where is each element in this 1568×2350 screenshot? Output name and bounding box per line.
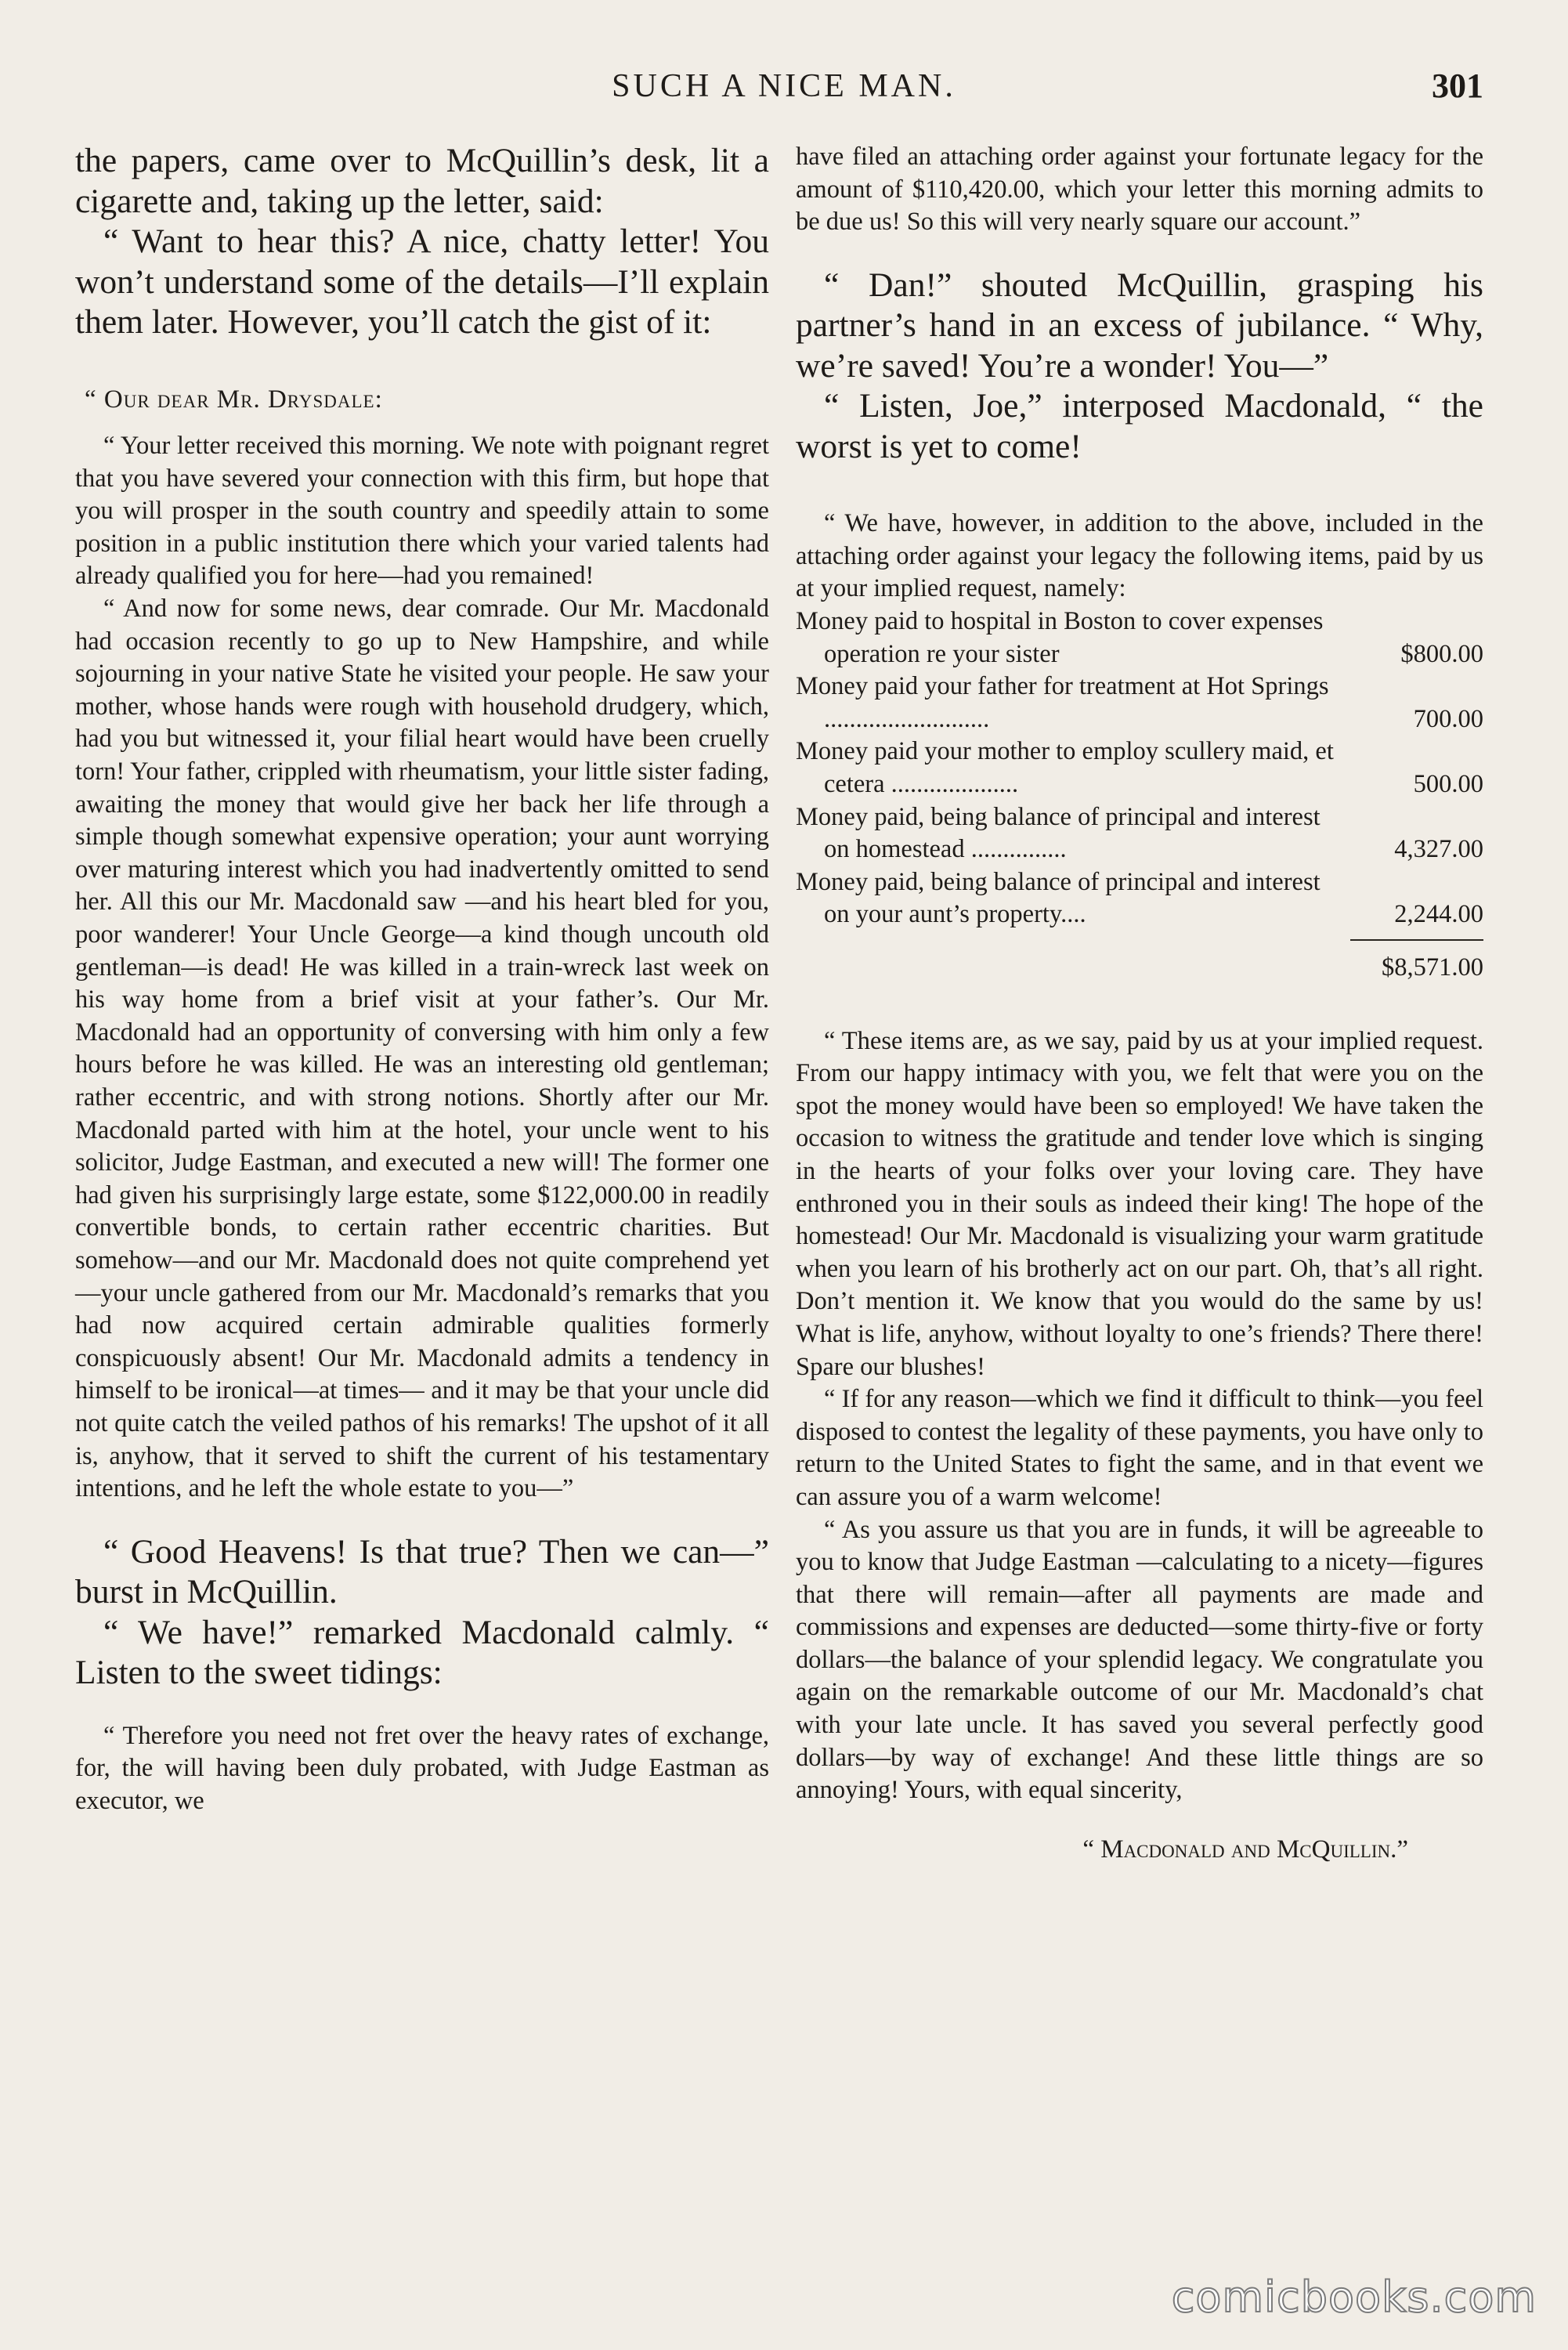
item-description: Money paid, being balance of principal and interest on homestead ............... xyxy=(796,802,1321,864)
list-item xyxy=(796,801,1483,866)
running-title: SUCH A NICE MAN. xyxy=(612,68,956,104)
letter-paragraph: “ And now for some news, dear comrade. Our Mr. Macdonald had occasion recently to go up to New Hampshire, and while sojourning in your native State he visited your people. He saw your mother, whose hands were rough with household drudgery, which, had you but witnessed it, your filial heart would have been cruelly torn! Your father, crippled with rheumatism, your little sister fading, awaiting the money that would give her back her life through a simple though somewhat expensive operation; your aunt worrying over maturing interest which you had inadvertently omitted to send her. All this our Mr. Macdonald saw —and his heart bled for you, poor wanderer! Your Uncle George—a kind though uncouth old gentleman—is dead! He was killed in a train-wreck last week on his way home from a brief visit at your father’s. Our Mr. Macdonald had an opportunity of conversing with him only a few hours before he was killed. He was an interesting old gentleman; rather eccentric, and with strong notions. Shortly after our Mr. Macdonald parted with him at the hotel, your uncle went to his solicitor, Judge Eastman, and executed a new will! The former one had given his surprisingly large estate, some $122,000.00 in readily convertible bonds, to certain rather eccentric charities. But somehow—and our Mr. Macdonald does not quite comprehend yet—your uncle gathered from our Mr. Macdonald’s remarks that you had now acquired certain admirable qualities formerly conspicuously absent! Our Mr. Macdonald admits a tendency in himself to be ironical—at times— and it may be that your uncle did not quite catch the veiled pathos of his remarks! The upshot of it all is, anyhow, that it served to shift the current of his testamentary intentions, and he left the whole estate to you—” xyxy=(75,595,769,1503)
letter-paragraph: “ Therefore you need not fret over the heavy rates of exchange, for, the will having been duly probated, with Judge Eastman as executor, we xyxy=(75,1721,769,1815)
page-header xyxy=(0,67,1568,114)
letter-signature: “ Macdonald and McQuillin.” xyxy=(1082,1835,1408,1864)
letter-paragraph: “ These items are, as we say, paid by us at your implied request. From our happy intimacy with you, we felt that were you on the spot the money would have been so employed! We have taken the occasion to witness the gratitude and tender love which is singing in the hearts of your folks over your loving care. They have enthroned you in their souls as indeed their king! The hope of the homestead! Our Mr. Macdonald is visualizing your warm gratitude when you learn of his brotherly act on our part. Oh, that’s all right. Don’t mention it. We know that you would do the same by us! What is life, anyhow, without loyalty to one’s friends? There there! Spare our blushes! xyxy=(796,1026,1483,1381)
page-number: 301 xyxy=(1432,67,1483,105)
narrative-paragraph: the papers, came over to McQuillin’s desk, lit a cigarette and, taking up the letter, said: xyxy=(75,142,769,220)
item-amount: 700.00 xyxy=(1413,704,1483,733)
item-amount: 500.00 xyxy=(1413,770,1483,799)
right-column xyxy=(796,141,1483,1866)
narrative-paragraph: “ Want to hear this? A nice, chatty letter! You won’t understand some of the details—I’ll explain them later. However, you’ll catch the gist of it: xyxy=(75,222,769,341)
item-description: Money paid to hospital in Boston to cover expenses operation re your sister xyxy=(796,607,1324,668)
letter-paragraph: “ Your letter received this morning. We note with poignant regret that you have severed your connection with this firm, but hope that you will prosper in the south country and speedily attain to some position in a public institution there which your varied talents had already qualified you for here—had you remained! xyxy=(75,432,769,591)
letter-paragraph: “ We have, however, in addition to the above, included in the attaching order against your legacy the following items, paid by us at your implied request, namely: xyxy=(796,509,1483,603)
letter-paragraph: “ If for any reason—which we find it difficult to think—you feel disposed to contest the legality of these payments, you have only to return to the United States to fight the same, and in that event we can assure you of a warm welcome! xyxy=(796,1385,1483,1511)
letter-paragraph: have filed an attaching order against your fortunate legacy for the amount of $110,420.00, which your letter this morning admits to be due us! So this will very nearly square our account.” xyxy=(796,143,1483,237)
list-item xyxy=(796,606,1483,671)
total-rule xyxy=(1350,939,1483,941)
narrative-paragraph: “ Dan!” shouted McQuillin, grasping his partner’s hand in an excess of jubilance. “ Why, we’re saved! You’re a wonder! You—” xyxy=(796,266,1483,385)
item-amount: $800.00 xyxy=(1400,639,1483,668)
list-item xyxy=(796,671,1483,736)
item-amount: 4,327.00 xyxy=(1394,835,1483,864)
letter-paragraph: “ As you assure us that you are in funds, it will be agreeable to you to know that Judge Eastman —calculating to a nicety—figures that there will remain—after all payments are made and commissions and expenses are deducted—some thirty-five or forty dollars—the balance of your splendid legacy. We congratulate you again on the remarkable outcome of our Mr. Macdonald’s chat with your late uncle. It has saved you several perfectly good dollars—by way of exchange! And these little things are so annoying! Yours, with equal sincerity, xyxy=(796,1515,1483,1805)
list-item xyxy=(796,866,1483,931)
items-total: $8,571.00 xyxy=(1382,953,1483,982)
list-item xyxy=(796,736,1483,801)
narrative-paragraph: “ We have!” remarked Macdonald calmly. “ Listen to the sweet tidings: xyxy=(75,1613,769,1692)
watermark: comicbooks.com xyxy=(1171,2272,1537,2322)
letter-salutation: “ Our dear Mr. Drysdale: xyxy=(85,385,383,414)
item-description: Money paid your father for treatment at Hot Springs .......................... xyxy=(796,672,1329,733)
item-description: Money paid, being balance of principal and interest on your aunt’s property.... xyxy=(796,867,1321,929)
item-amount: 2,244.00 xyxy=(1394,900,1483,929)
itemized-list xyxy=(796,606,1483,985)
left-column xyxy=(75,141,769,1817)
narrative-paragraph: “ Listen, Joe,” interposed Macdonald, “ the worst is yet to come! xyxy=(796,387,1483,465)
item-description: Money paid your mother to employ scullery maid, et cetera .................... xyxy=(796,737,1334,799)
narrative-paragraph: “ Good Heavens! Is that true? Then we can—” burst in McQuillin. xyxy=(75,1532,769,1611)
